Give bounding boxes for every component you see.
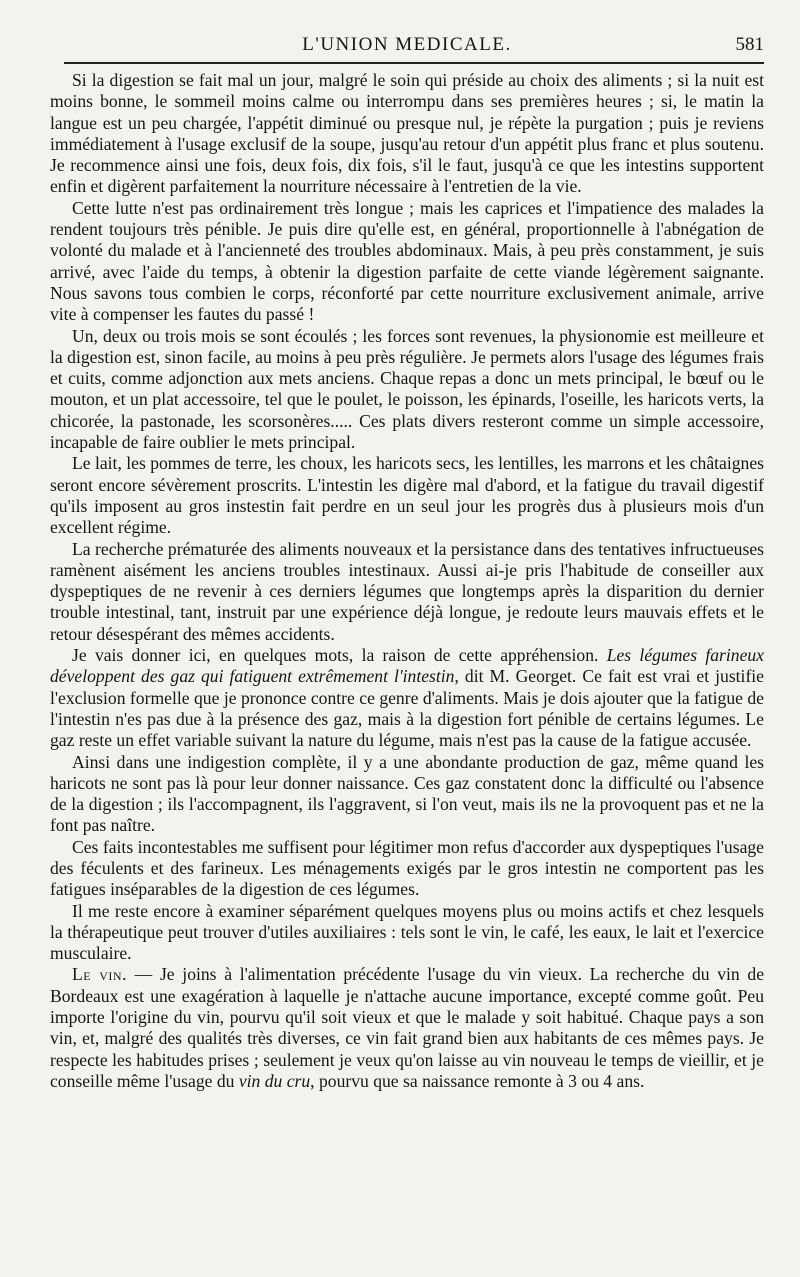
paragraph-9: Il me reste encore à examiner séparément quelques moyens plus ou moins actifs et chez lesquels la thérapeutique peut trouver d'utiles auxiliaires : tels sont le vin, le café, les eaux, le lait et l'exercice musculaire.	[50, 900, 764, 964]
paragraph-6-lead: Je vais donner ici, en quelques mots, la raison de cette appréhension.	[72, 645, 607, 666]
vin-du-cru: vin du cru	[238, 1070, 311, 1091]
paragraph-6-rest: , dit M. Georget. Ce fait est vrai et justifie l'exclusion formelle que je prononce contre ce genre d'aliments. Mais je dois ajouter que la fatigue de l'intestin n'es pas due à la présence des gaz, mais à la digestion fort pénible de certains légumes. Le gaz reste un effet variable suivant la nature du légume, mais n'est pas la cause de la fatigue accusée.	[50, 666, 764, 751]
paragraph-3: Un, deux ou trois mois se sont écoulés ; les forces sont revenues, la physionomie est meilleure et la digestion est, sinon facile, au moins à peu près régulière. Je permets alors l'usage des légumes frais et cuits, comme adjonction aux mets anciens. Chaque repas a donc un mets principal, le bœuf ou le mouton, et un plat accessoire, tel que le poulet, le poisson, les épinards, l'oseille, les haricots verts, la chicorée, la pastonade, les scorsonères..... Ces plats divers resteront comme un simple accessoire, incapable de faire oublier le mets principal.	[50, 325, 764, 453]
paragraph-4: Le lait, les pommes de terre, les choux, les haricots secs, les lentilles, les marrons et les châtaignes seront encore sévèrement proscrits. L'intestin les digère mal d'abord, et la fatigue du travail digestif qu'ils imposent au gros instestin fait perdre en un seul jour les progrès dus à plusieurs mois d'un excellent régime.	[50, 453, 764, 538]
running-title: L'UNION MEDICALE.	[302, 34, 512, 55]
paragraph-1: Si la digestion se fait mal un jour, malgré le soin qui préside au choix des aliments ; si la nuit est moins bonne, le sommeil moins calme ou interrompu dans ses premières heures ; si, le matin la langue est un peu chargée, l'appétit diminué ou presque nul, je répète la purgation ; puis je reviens immédiatement à l'usage exclusif de la soupe, jusqu'au retour d'un appétit plus franc et plus soutenu. Je recommence ainsi une fois, deux fois, dix fois, s'il le faut, jusqu'à ce que les intestins supportent enfin et digèrent parfaitement la nourriture nécessaire à l'entretien de la vie.	[50, 70, 764, 197]
header-rule	[64, 62, 764, 64]
paragraph-8: Ces faits incontestables me suffisent pour légitimer mon refus d'accorder aux dyspeptiques l'usage des féculents et des farineux. Les ménagements exigés par le gros intestin ne comportent pas les fatigues inséparables de la digestion de ces légumes.	[50, 836, 764, 900]
page-header	[50, 32, 764, 62]
paragraph-10	[50, 964, 764, 1092]
paragraph-5: La recherche prématurée des aliments nouveaux et la persistance dans des tentatives infructueuses ramènent aisément les anciens troubles intestinaux. Aussi ai-je pris l'habitude de conseiller aux dyspeptiques de ne revenir à ces derniers légumes que longtemps après la disparition du dernier trouble intestinal, tant, instruit par une expérience déjà longue, je redoute leurs mauvais effets et le retour désespérant des mêmes accidents.	[50, 538, 764, 644]
paragraph-7: Ainsi dans une indigestion complète, il y a une abondante production de gaz, même quand les haricots ne sont pas là pour leur donner naissance. Ces gaz constatent donc la difficulté ou l'absence de la digestion ; ils l'accompagnent, ils l'aggravent, si l'on veut, mais ils ne la provoquent pas et ne la font pas naître.	[50, 751, 764, 836]
georget-quote: Les légumes farineux développent des gaz qui fatiguent extrêmement l'intestin	[50, 645, 764, 687]
paragraph-10-lead: — Je joins à l'alimentation précédente l'usage du vin vieux. La recherche du vin de Bordeaux est une exagération à laquelle je n'attache aucune importance, excepté comme goût. Peu importe l'origine du vin, pourvu qu'il soit vieux et que le malade y soit habitué. Chaque pays a son vin, et, malgré des qualités très diverses, ce vin fait grand bien aux habitants de ces mêmes pays. Je respecte les habitudes prises ; seulement je veux qu'on laisse au vin nouveau le temps de vieillir, et je conseille même l'usage du	[50, 964, 764, 1091]
section-heading-le-vin: Le vin.	[72, 964, 127, 985]
paragraph-2: Cette lutte n'est pas ordinairement très longue ; mais les caprices et l'impatience des malades la rendent toujours très pénible. Je puis dire qu'elle est, en général, proportionnelle à l'abnégation de volonté du malade et à l'ancienneté des troubles abdominaux. Mais, à peu près constamment, je suis arrivé, avec l'aide du temps, à obtenir la digestion parfaite de cette viande légèrement saignante. Nous savons tous combien le corps, réconforté par cette nourriture exclusivement animale, arrive vite à compenser les fautes du passé !	[50, 197, 764, 325]
page-number: 581	[735, 34, 764, 55]
paragraph-6	[50, 645, 764, 751]
body-text	[50, 70, 764, 1092]
paragraph-10-rest: , pourvu que sa naissance remonte à 3 ou 4 ans.	[310, 1070, 645, 1091]
